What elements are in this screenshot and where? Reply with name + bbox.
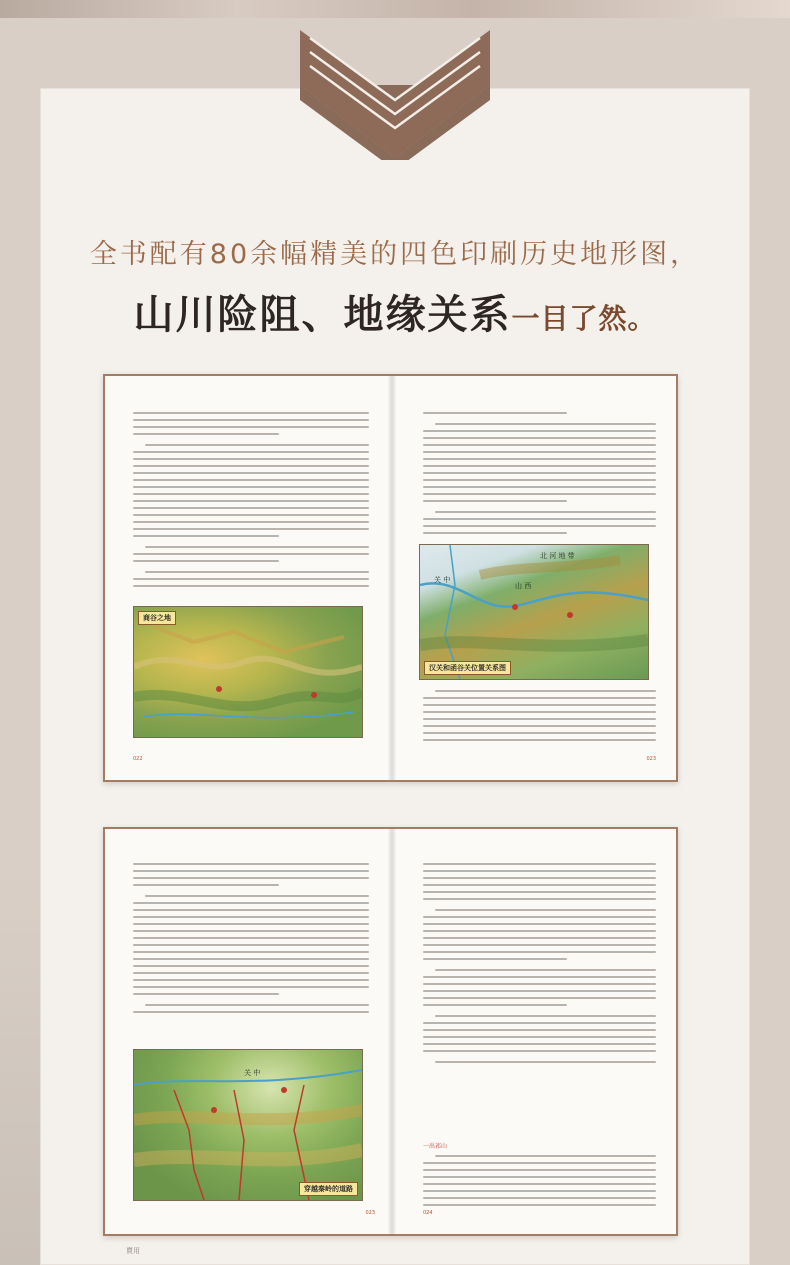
body-text: [423, 690, 656, 746]
page-number: 023: [646, 756, 656, 762]
chevron-down-icon: [300, 30, 490, 160]
headline-line-2: [0, 283, 790, 340]
spread2-left-page: [105, 829, 389, 1234]
body-text: [133, 863, 369, 1018]
section-title: 一出祁山: [423, 1143, 448, 1150]
page-number: 024: [423, 1210, 433, 1216]
map-label: 汉关和函谷关位置关系图: [424, 661, 511, 675]
top-photo-strip: [0, 0, 790, 18]
map-place-label: 山 西: [515, 582, 532, 590]
map-place-label: 北 河 地 带: [540, 552, 575, 560]
map-qinling-roads: [133, 1049, 363, 1201]
headline-main: 山川险阻、地缘关系: [133, 292, 512, 338]
spread1-right-page: [395, 376, 676, 780]
map-place-label: 关 中: [244, 1069, 261, 1077]
book-spread-2: [103, 827, 678, 1236]
map-label: 商谷之地: [138, 611, 176, 625]
headline-line-1: 全书配有80余幅精美的四色印刷历史地形图，: [89, 239, 701, 270]
body-text: [423, 412, 656, 539]
map-place-label: 关 中: [434, 576, 451, 584]
map-hanguguan: [419, 544, 649, 680]
left-decoration: [0, 870, 40, 1265]
map-shanggu: [133, 606, 363, 738]
spread2-right-page: [395, 829, 676, 1234]
spread1-left-page: [105, 376, 389, 780]
body-text: [423, 1155, 656, 1211]
headline-small: 一目了然。: [511, 302, 657, 335]
book-spread-1: [103, 374, 678, 782]
watermark: 賣用: [126, 1247, 140, 1255]
body-text: [133, 412, 369, 592]
body-text: [423, 863, 656, 1068]
map-label: 穿越秦岭的道路: [299, 1182, 358, 1196]
page-number: 023: [365, 1210, 375, 1216]
page-number: 022: [133, 756, 143, 762]
